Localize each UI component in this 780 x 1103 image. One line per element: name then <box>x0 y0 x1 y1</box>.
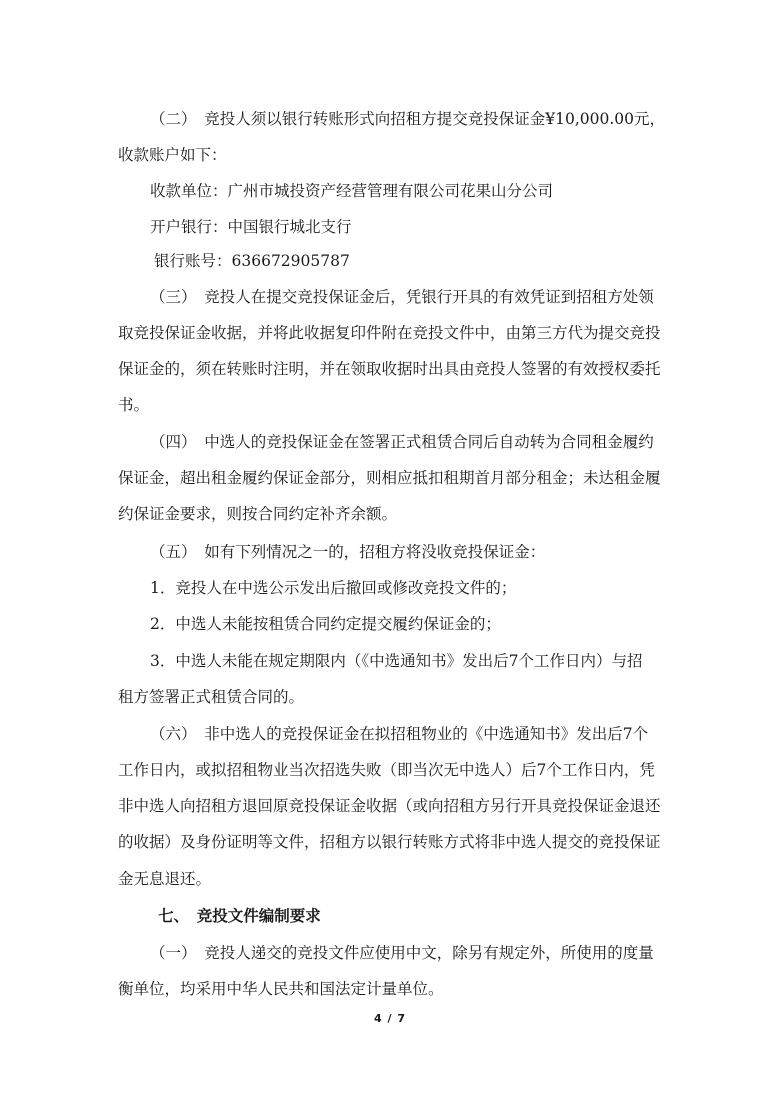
item-2-line: 2．中选人未能按租赁合同约定提交履约保证金的； <box>150 615 501 633</box>
account-no-line: 银行账号：636672905787 <box>154 252 350 270</box>
bank-line: 开户银行：中国银行城北支行 <box>150 218 352 236</box>
item-1-line: 1．竞投人在中选公示发出后撤回或修改竞投文件的； <box>150 579 517 597</box>
payee-unit-line: 收款单位：广州市城投资产经营管理有限公司花果山分公司 <box>150 182 554 200</box>
para-5-line-1: （五） 如有下列情况之一的，招租方将没收竞投保证金： <box>150 543 546 561</box>
para-3-line-4: 书。 <box>118 396 150 414</box>
para-6-line-3: 非中选人向招租方退回原竞投保证金收据（或向招租方另行开具竞投保证金退还 <box>118 797 661 815</box>
para-6-line-4: 的收据）及身份证明等文件，招租方以银行转账方式将非中选人提交的竞投保证 <box>118 833 661 851</box>
para-7-1-line-1: （一） 竞投人递交的竞投文件应使用中文，除另有规定外，所使用的度量 <box>150 944 654 962</box>
page-number: 4 / 7 <box>374 1012 406 1025</box>
para-6-line-2: 工作日内，或拟招租物业当次招选失败（即当次无中选人）后7个工作日内，凭 <box>118 761 655 779</box>
para-3-line-2: 取竞投保证金收据，并将此收据复印件附在竞投文件中，由第三方代为提交竞投 <box>118 324 661 342</box>
item-3-line-1: 3．中选人未能在规定期限内（《中选通知书》发出后7个工作日内）与招 <box>150 652 643 670</box>
item-3-line-2: 租方签署正式租赁合同的。 <box>118 688 305 706</box>
para-4-line-1: （四） 中选人的竞投保证金在签署正式租赁合同后自动转为合同租金履约 <box>150 433 654 451</box>
para-7-1-line-2: 衡单位，均采用中华人民共和国法定计量单位。 <box>118 980 444 998</box>
para-6-line-5: 金无息退还。 <box>118 870 212 888</box>
para-2-line-1: （二） 竞投人须以银行转账形式向招租方提交竞投保证金¥10,000.00元， <box>150 110 665 128</box>
section-7-heading: 七、 竞投文件编制要求 <box>158 907 321 925</box>
para-3-line-3: 保证金的，须在转账时注明，并在领取收据时出具由竞投人签署的有效授权委托 <box>118 360 661 378</box>
para-6-line-1: （六） 非中选人的竞投保证金在拟招租物业的《中选通知书》发出后7个 <box>150 725 649 743</box>
para-3-line-1: （三） 竞投人在提交竞投保证金后，凭银行开具的有效凭证到招租方处领 <box>150 288 654 306</box>
para-2-line-2: 收款账户如下： <box>118 146 227 164</box>
para-4-line-3: 约保证金要求，则按合同约定补齐余额。 <box>118 505 398 523</box>
para-4-line-2: 保证金，超出租金履约保证金部分，则相应抵扣租期首月部分租金；未达租金履 <box>118 469 661 487</box>
